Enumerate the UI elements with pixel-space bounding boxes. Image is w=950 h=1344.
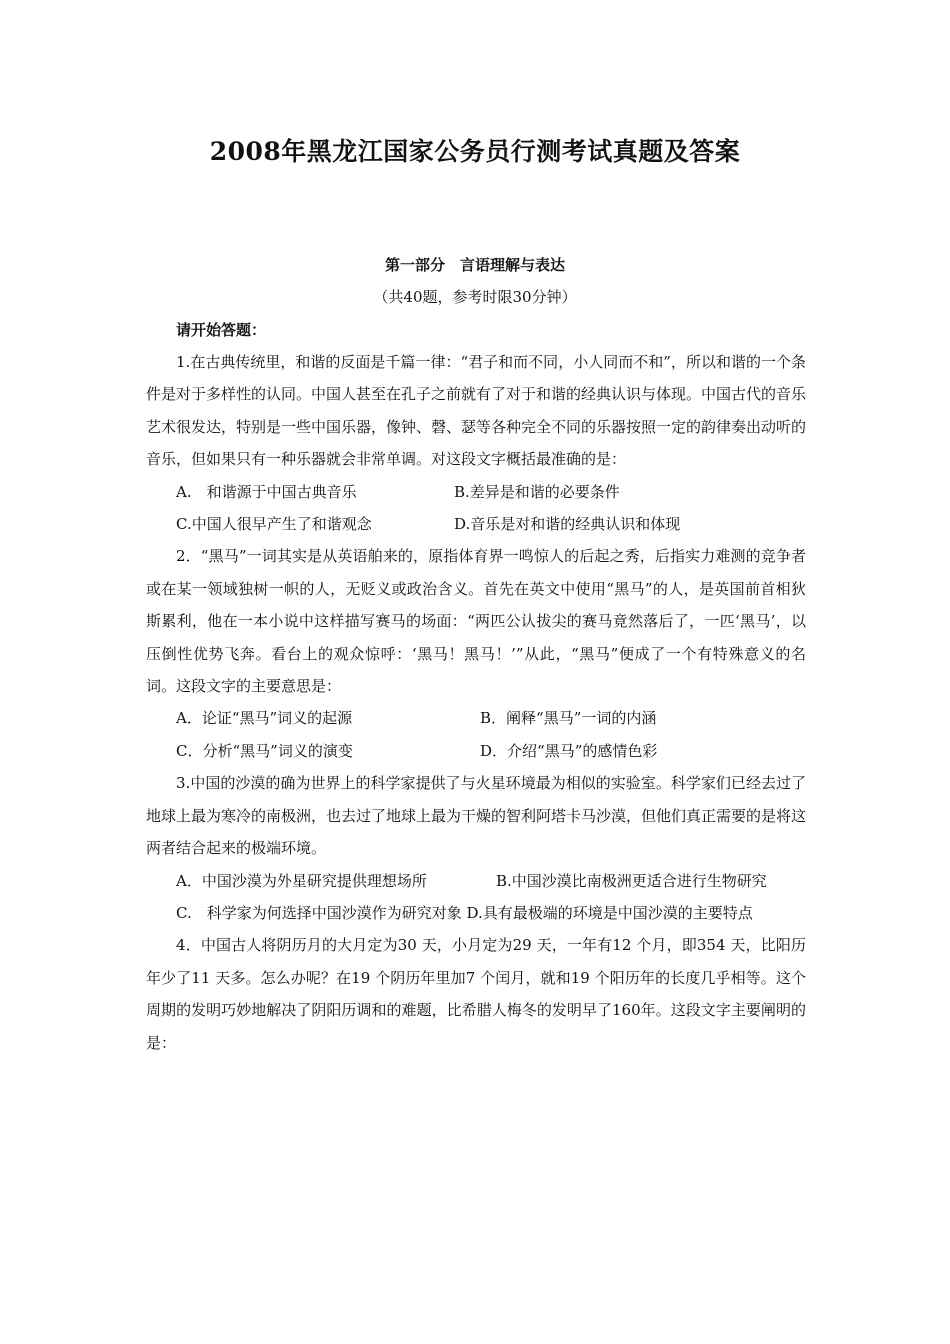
question-3-options-row-1 [146, 865, 806, 897]
question-4-stem: 4．中国古人将阴历月的大月定为30 天，小月定为29 天，一年有12 个月，即354 天，比阳历年少了11 天多。怎么办呢？在19 个阴历年里加7 个闰月，就和19 个阳历年的长度几乎相等。这个周期的发明巧妙地解决了阴阳历调和的难题，比希腊人梅冬的发明早了160年。这段文字主要阐明的是： [146, 936, 806, 1052]
question-1-option-d: D.音乐是对和谐的经典认识和体现 [454, 515, 681, 534]
question-2-option-a: A．论证“黑马”词义的起源 [176, 709, 353, 728]
section-heading: 第一部分 言语理解与表达 [384, 256, 565, 274]
question-1-option-a: A. 和谐源于中国古典音乐 [176, 482, 357, 501]
question-3-option-a: A．中国沙漠为外星研究提供理想场所 [176, 871, 427, 890]
start-prompt: 请开始答题： [176, 321, 267, 339]
question-1-option-c: C.中国人很早产生了和谐观念 [176, 515, 372, 534]
question-2-option-b: B．阐释“黑马”一词的内涵 [480, 709, 657, 728]
question-2-options-row-1 [146, 702, 806, 734]
question-3-option-d: D.具有最极端的环境是中国沙漠的主要特点 [466, 903, 753, 922]
document-title: 2008年黑龙江国家公务员行测考试真题及答案 [209, 137, 741, 166]
question-3-stem: 3.中国的沙漠的确为世界上的科学家提供了与火星环境最为相似的实验室。科学家们已经去过了地球上最为寒冷的南极洲，也去过了地球上最为干燥的智利阿塔卡马沙漠，但他们真正需要的是将这两者结合起来的极端环境。 [146, 774, 807, 858]
question-2-option-c: C．分析“黑马”词义的演变 [176, 741, 353, 760]
question-3-option-b: B.中国沙漠比南极洲更适合进行生物研究 [496, 871, 767, 890]
question-2-stem: 2．“黑马”一词其实是从英语舶来的，原指体育界一鸣惊人的后起之秀，后指实力难测的竞争者或在某一领域独树一帜的人，无贬义或政治含义。首先在英文中使用“黑马”的人，是英国前首相狄斯累利，他在一本小说中这样描写赛马的场面：“两匹公认拔尖的赛马竟然落后了，一匹‘黑马’，以压倒性优势飞奔。看台上的观众惊呼：‘黑马！黑马！’”从此，“黑马”便成了一个有特殊意义的名词。这段文字的主要意思是： [146, 547, 806, 696]
question-3-options-row-2 [146, 897, 806, 929]
question-1-stem: 1.在古典传统里，和谐的反面是千篇一律：“君子和而不同，小人同而不和”，所以和谐的一个条件是对于多样性的认同。中国人甚至在孔子之前就有了对于和谐的经典认识与体现。中国古代的音乐艺术很发达，特别是一些中国乐器，像钟、磬、瑟等各种完全不同的乐器按照一定的韵律奏出动听的音乐，但如果只有一种乐器就会非常单调。对这段文字概括最准确的是： [146, 353, 807, 469]
question-1-options-row-2 [146, 508, 806, 540]
section-subtitle: （共40题，参考时限30分钟） [373, 288, 577, 306]
question-3-option-c: C. 科学家为何选择中国沙漠作为研究对象 [176, 903, 462, 922]
question-1-option-b: B.差异是和谐的必要条件 [454, 482, 620, 501]
questions-body [146, 346, 806, 1059]
question-2-options-row-2 [146, 735, 806, 767]
question-1-options-row-1 [146, 476, 806, 508]
question-2-option-d: D．介绍“黑马”的感情色彩 [480, 741, 658, 760]
